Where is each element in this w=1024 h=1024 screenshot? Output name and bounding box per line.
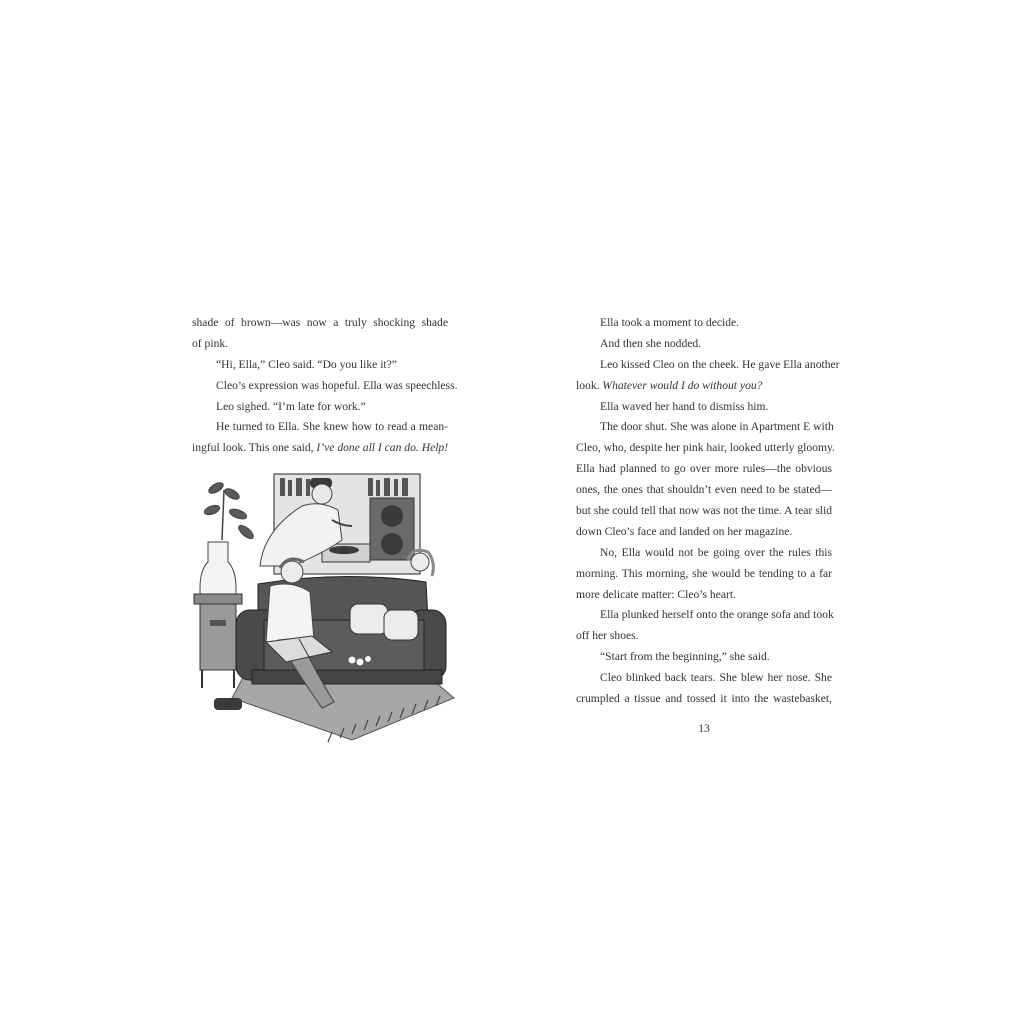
text-line (576, 668, 832, 689)
line-text: crumpled a tissue and tossed it into the wastebasket, (576, 692, 832, 706)
line-text: morning. This morning, she would be tending to a far (576, 566, 832, 580)
text-line (576, 522, 832, 543)
line-text: shade of brown—was now a truly shocking shade (192, 316, 448, 329)
line-text: of pink. (192, 336, 229, 350)
living-room-illustration (192, 470, 460, 752)
text-line (576, 459, 832, 480)
left-page-text (192, 313, 458, 459)
text-line (576, 417, 832, 438)
right-page-text (576, 313, 840, 710)
line-text: look. (576, 378, 603, 392)
text-line (576, 543, 832, 564)
text-line (192, 438, 448, 459)
text-line (192, 376, 458, 397)
italic-text: Whatever would I do without you? (602, 378, 763, 392)
line-text: Leo sighed. “I’m late for work.” (216, 399, 366, 413)
text-line (192, 313, 448, 334)
text-line (192, 355, 448, 376)
line-text: Cleo, who, despite her pink hair, looked utterly gloomy. (576, 441, 835, 455)
vase (200, 542, 236, 594)
text-line (576, 376, 832, 397)
line-text: more delicate matter: Cleo’s heart. (576, 587, 736, 601)
line-text: down Cleo’s face and landed on her magazine. (576, 524, 793, 538)
line-text: Ella had planned to go over more rules—the obvious (576, 462, 832, 476)
line-text: but she could tell that now was not the time. A tear slid (576, 504, 832, 518)
line-text: ingful look. This one said, (192, 441, 317, 455)
text-line (576, 397, 832, 418)
line-text: Ella waved her hand to dismiss him. (600, 399, 769, 413)
line-text: Cleo blinked back tears. She blew her nose. She (600, 671, 832, 685)
line-text: And then she nodded. (600, 336, 702, 350)
line-text: ones, the ones that shouldn’t even need to be stated— (576, 483, 832, 497)
text-line (576, 438, 835, 459)
text-line (192, 397, 448, 418)
line-text: “Start from the beginning,” she said. (600, 650, 770, 664)
text-line (576, 480, 832, 501)
page-number: 13 (698, 722, 710, 735)
text-line (576, 564, 832, 585)
line-text: off her shoes. (576, 629, 639, 643)
text-line (192, 417, 448, 438)
line-text: He turned to Ella. She knew how to read a mean- (216, 420, 448, 434)
text-line (576, 689, 832, 710)
text-line (576, 626, 832, 647)
shoes (214, 698, 242, 710)
text-line (192, 334, 448, 355)
text-line (576, 334, 832, 355)
text-line (576, 605, 832, 626)
line-text: No, Ella would not be going over the rules this (600, 545, 832, 559)
line-text: Cleo’s expression was hopeful. Ella was speechless. (216, 378, 458, 392)
text-line (576, 585, 832, 606)
plant (203, 481, 255, 541)
text-line (576, 501, 832, 522)
text-line (576, 355, 840, 376)
text-line (576, 647, 832, 668)
line-text: “Hi, Ella,” Cleo said. “Do you like it?” (216, 357, 397, 371)
line-text: The door shut. She was alone in Apartment E with (600, 420, 834, 434)
line-text: Leo kissed Cleo on the cheek. He gave Ella another (600, 357, 840, 371)
line-text: Ella plunked herself onto the orange sofa and took (600, 608, 834, 622)
side-table (194, 594, 242, 604)
line-text: Ella took a moment to decide. (600, 316, 740, 329)
italic-text: I’ve done all I can do. Help! (316, 441, 449, 455)
text-line (576, 313, 832, 334)
